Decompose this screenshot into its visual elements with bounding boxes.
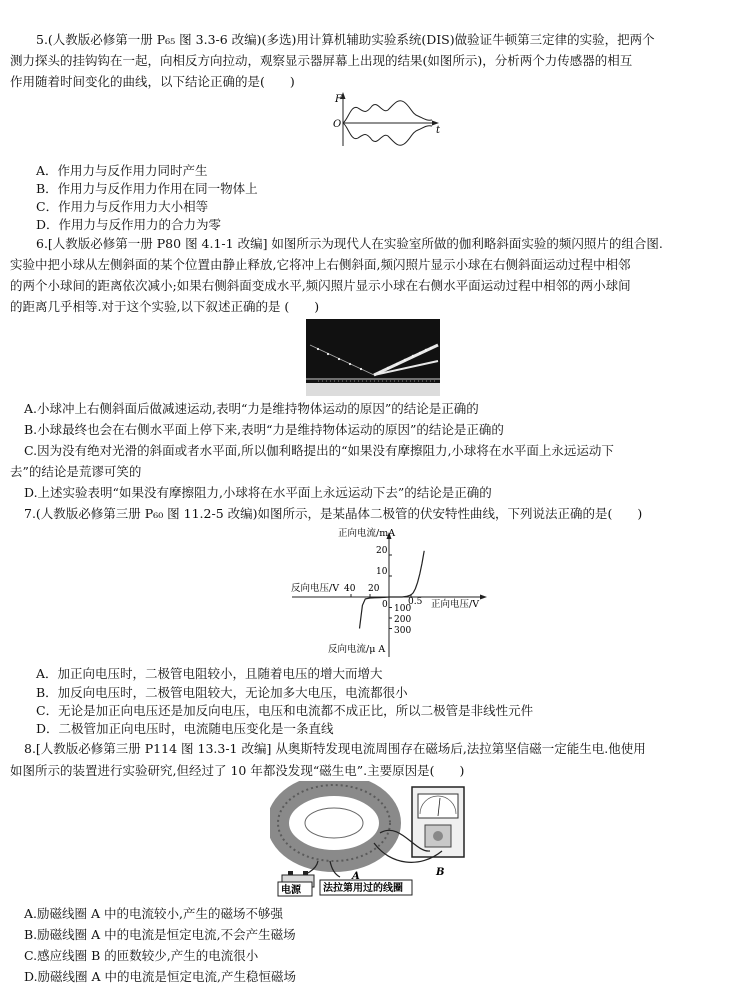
q8-stem-line-2: 如图所示的装置进行实验研究,但经过了 10 年都没发现“磁生电”.主要原因是( ) [10,763,465,778]
q6-stem-line-4: 的距离几乎相等.对于这个实验,以下叙述正确的是 ( ) [10,299,320,314]
q7-label-forward-voltage: 正向电压/V [431,599,480,610]
q6-option-d: D.上述实验表明“如果没有摩擦阻力,小球将在水平面上永远运动下去”的结论是正确的 [24,485,492,500]
q6-galileo-strobe-photo [306,319,440,396]
q8-faraday-coil-figure [270,781,470,899]
q8-coil-label: 法拉第用过的线圈 [323,883,403,894]
q8-option-d: D.励磁线圈 A 中的电流是恒定电流,产生稳恒磁场 [24,969,296,984]
q7-tick-origin: 0 [382,600,388,610]
q7-tick-y-100: 100 [394,604,412,614]
q7-tick-x-0-5: 0.5 [408,597,423,607]
q7-diode-iv-chart [288,525,494,661]
q5-option-b: B．作用力与反作用力作用在同一物体上 [36,181,258,196]
q6-option-c-continued: 去”的结论是荒谬可笑的 [10,464,142,479]
q6-option-c: C.因为没有绝对光滑的斜面或者水平面,所以伽利略提出的“如果没有摩擦阻力,小球将在水平面上永远运动下 [24,443,614,458]
q5-stem-line-1: 5.(人教版必修第一册 P₆₅ 图 3.3-6 改编)(多选)用计算机辅助实验系统(DIS)做验证牛顿第三定律的实验，把两个 [36,32,655,47]
q6-stem-line-2: 实验中把小球从左侧斜面的某个位置由静止释放,它将冲上右侧斜面,频闪照片显示小球在右侧斜面运动过程中相邻 [10,257,631,272]
q7-option-a: A．加正向电压时，二极管电阻较小，且随着电压的增大而增大 [36,666,383,681]
q7-label-reverse-current: 反向电流/μ A [328,644,386,655]
q8-option-a: A.励磁线圈 A 中的电流较小,产生的磁场不够强 [24,906,283,921]
q5-stem-line-3: 作用随着时间变化的曲线，以下结论正确的是( ) [10,74,295,89]
q7-tick-y-20: 20 [376,546,388,556]
q6-option-b: B.小球最终也会在右侧水平面上停下来,表明“力是维持物体运动的原因”的结论是正确的 [24,422,504,437]
q5-graph-y-label: F [335,94,342,105]
q5-option-d: D．作用力与反作用力的合力为零 [36,217,222,232]
q7-option-c: C．无论是加正向电压还是加反向电压，电压和电流都不成正比，所以二极管是非线性元件 [36,703,534,718]
q7-tick-y-300: 300 [394,626,412,636]
q8-label-a: A [352,871,360,882]
q7-stem-line-1: 7.(人教版必修第三册 P₆₀ 图 11.2-5 改编)如图所示，是某晶体二极管的伏安特性曲线，下列说法正确的是( ) [24,506,643,521]
q7-label-forward-current: 正向电流/mA [338,528,396,539]
q8-power-label: 电源 [281,885,301,896]
q6-option-a: A.小球冲上右侧斜面后做减速运动,表明“力是维持物体运动的原因”的结论是正确的 [24,401,479,416]
q8-option-c: C.感应线圈 B 的匝数较少,产生的电流很小 [24,948,259,963]
q8-stem-line-1: 8.[人教版必修第三册 P114 图 13.3-1 改编] 从奥斯特发现电流周围存在磁场后,法拉第坚信磁一定能生电.他使用 [24,741,646,756]
q7-tick-x-40: 40 [344,584,356,594]
q5-stem-line-2: 测力探头的挂钩钩在一起，向相反方向拉动，观察显示器屏幕上出现的结果(如图所示)，分析两个力传感器的相互 [10,53,633,68]
q7-forward-iv-curve [389,551,424,597]
q8-label-b: B [436,867,445,878]
q7-tick-x-20: 20 [368,584,380,594]
q7-option-b: B．加反向电压时，二极管电阻较大，无论加多大电压，电流都很小 [36,685,408,700]
q8-option-b: B.励磁线圈 A 中的电流是恒定电流,不会产生磁场 [24,927,296,942]
q5-graph-origin-label: O [333,119,342,130]
q7-label-reverse-voltage: 反向电压/V [291,583,340,594]
q7-tick-y-200: 200 [394,615,412,625]
q7-option-d: D．二极管加正向电压时，电流随电压变化是一条直线 [36,721,334,736]
q5-option-a: A．作用力与反作用力同时产生 [36,163,208,178]
q5-graph-x-label: t [436,125,441,136]
q5-option-c: C．作用力与反作用力大小相等 [36,199,209,214]
q6-stem-line-1: 6.[人教版必修第一册 P80 图 4.1-1 改编] 如图所示为现代人在实验室所做的伽利略斜面实验的频闪照片的组合图. [36,236,663,251]
q6-stem-line-3: 的两个小球间的距离依次减小;如果右侧斜面变成水平,频闪照片显示小球在右侧水平面运动过程中相邻的两小球间 [10,278,631,293]
q7-tick-y-10: 10 [376,567,388,577]
q5-force-time-graph [328,90,448,152]
